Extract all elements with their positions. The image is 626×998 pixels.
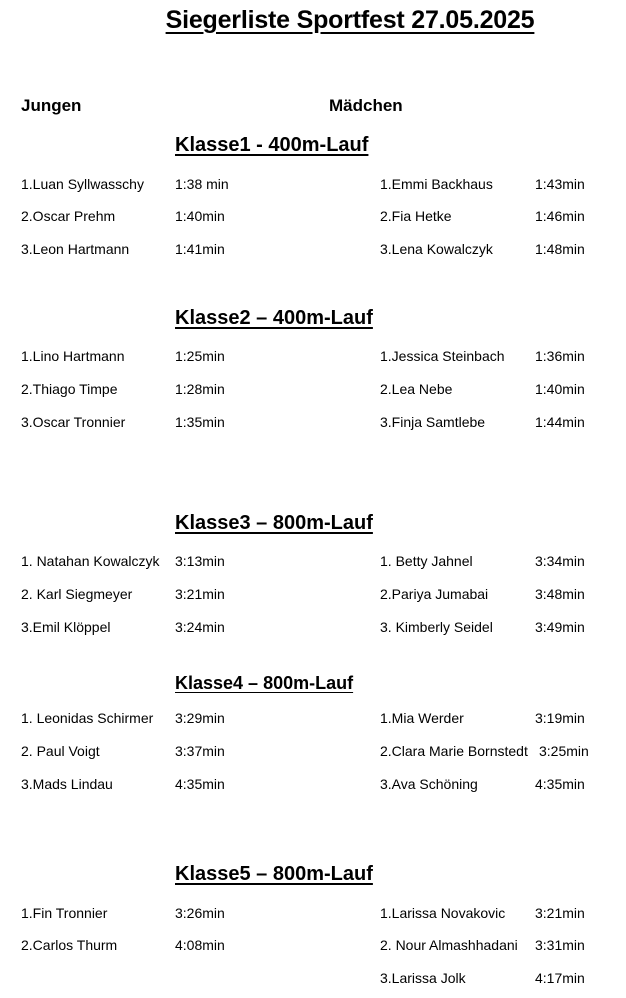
result-row [0, 937, 626, 957]
girl-name: 3.Larissa Jolk [380, 970, 466, 986]
girl-name: 1.Jessica Steinbach [380, 348, 505, 364]
girl-time: 3:21min [535, 905, 585, 921]
boys-column-header: Jungen [21, 96, 82, 115]
class-title: Klasse5 – 800m-Lauf [175, 863, 373, 885]
girl-time: 3:49min [535, 619, 585, 635]
girl-name: 2. Nour Almashhadani [380, 937, 518, 953]
girl-time: 4:35min [535, 776, 585, 792]
result-row [0, 776, 626, 796]
boy-time: 1:28min [175, 381, 225, 397]
result-row [0, 381, 626, 401]
boy-time: 3:21min [175, 586, 225, 602]
girl-name: 3.Lena Kowalczyk [380, 241, 493, 257]
boy-time: 4:08min [175, 937, 225, 953]
boy-name: 3.Mads Lindau [21, 776, 113, 792]
boy-time: 3:13min [175, 553, 225, 569]
girl-time: 1:36min [535, 348, 585, 364]
girl-name: 3.Ava Schöning [380, 776, 478, 792]
boy-name: 3.Oscar Tronnier [21, 414, 126, 430]
boy-name: 2.Carlos Thurm [21, 937, 118, 953]
class-title: Klasse4 – 800m-Lauf [175, 673, 354, 693]
girl-time: 3:19min [535, 710, 585, 726]
result-row [0, 905, 626, 925]
boy-time: 3:26min [175, 905, 225, 921]
result-row [0, 743, 626, 763]
girl-name: 1.Emmi Backhaus [380, 176, 493, 192]
girl-name: 2.Pariya Jumabai [380, 586, 489, 602]
girl-name: 2.Clara Marie Bornstedt [380, 743, 528, 759]
class-title: Klasse3 – 800m-Lauf [175, 512, 373, 534]
girl-name: 1. Betty Jahnel [380, 553, 473, 569]
boy-time: 1:40min [175, 208, 225, 224]
class-title: Klasse1 - 400m-Lauf [175, 134, 369, 156]
result-row [0, 414, 626, 434]
boy-name: 3.Emil Klöppel [21, 619, 111, 635]
result-row [0, 619, 626, 639]
boy-time: 3:37min [175, 743, 225, 759]
result-row [0, 553, 626, 573]
boy-time: 4:35min [175, 776, 225, 792]
boy-time: 1:35min [175, 414, 225, 430]
result-row [0, 348, 626, 368]
boy-name: 1.Fin Tronnier [21, 905, 108, 921]
class-title: Klasse2 – 400m-Lauf [175, 307, 373, 329]
girls-column-header: Mädchen [329, 96, 403, 115]
girl-name: 1.Mia Werder [380, 710, 464, 726]
girl-name: 1.Larissa Novakovic [380, 905, 506, 921]
result-row [0, 241, 626, 261]
boy-name: 1.Luan Syllwasschy [21, 176, 144, 192]
girl-time: 3:48min [535, 586, 585, 602]
boy-name: 2. Karl Siegmeyer [21, 586, 133, 602]
result-row [0, 176, 626, 196]
girl-time: 1:44min [535, 414, 585, 430]
result-row [0, 208, 626, 228]
boy-name: 3.Leon Hartmann [21, 241, 130, 257]
girl-time: 3:34min [535, 553, 585, 569]
girl-time: 3:25min [539, 743, 589, 759]
girl-time: 1:40min [535, 381, 585, 397]
girl-name: 2.Fia Hetke [380, 208, 452, 224]
boy-name: 1. Natahan Kowalczyk [21, 553, 160, 569]
girl-name: 3.Finja Samtlebe [380, 414, 486, 430]
girl-time: 1:46min [535, 208, 585, 224]
girl-time: 1:43min [535, 176, 585, 192]
girl-time: 1:48min [535, 241, 585, 257]
boy-time: 3:29min [175, 710, 225, 726]
boy-name: 2. Paul Voigt [21, 743, 100, 759]
result-row [0, 970, 626, 990]
boy-time: 3:24min [175, 619, 225, 635]
girl-name: 3. Kimberly Seidel [380, 619, 493, 635]
boy-time: 1:38 min [175, 176, 229, 192]
boy-name: 1. Leonidas Schirmer [21, 710, 154, 726]
result-row [0, 710, 626, 730]
boy-name: 2.Oscar Prehm [21, 208, 116, 224]
girl-name: 2.Lea Nebe [380, 381, 453, 397]
page-title: Siegerliste Sportfest 27.05.2025 [165, 6, 535, 34]
boy-name: 2.Thiago Timpe [21, 381, 118, 397]
girl-time: 3:31min [535, 937, 585, 953]
boy-name: 1.Lino Hartmann [21, 348, 125, 364]
boy-time: 1:25min [175, 348, 225, 364]
result-row [0, 586, 626, 606]
boy-time: 1:41min [175, 241, 225, 257]
girl-time: 4:17min [535, 970, 585, 986]
